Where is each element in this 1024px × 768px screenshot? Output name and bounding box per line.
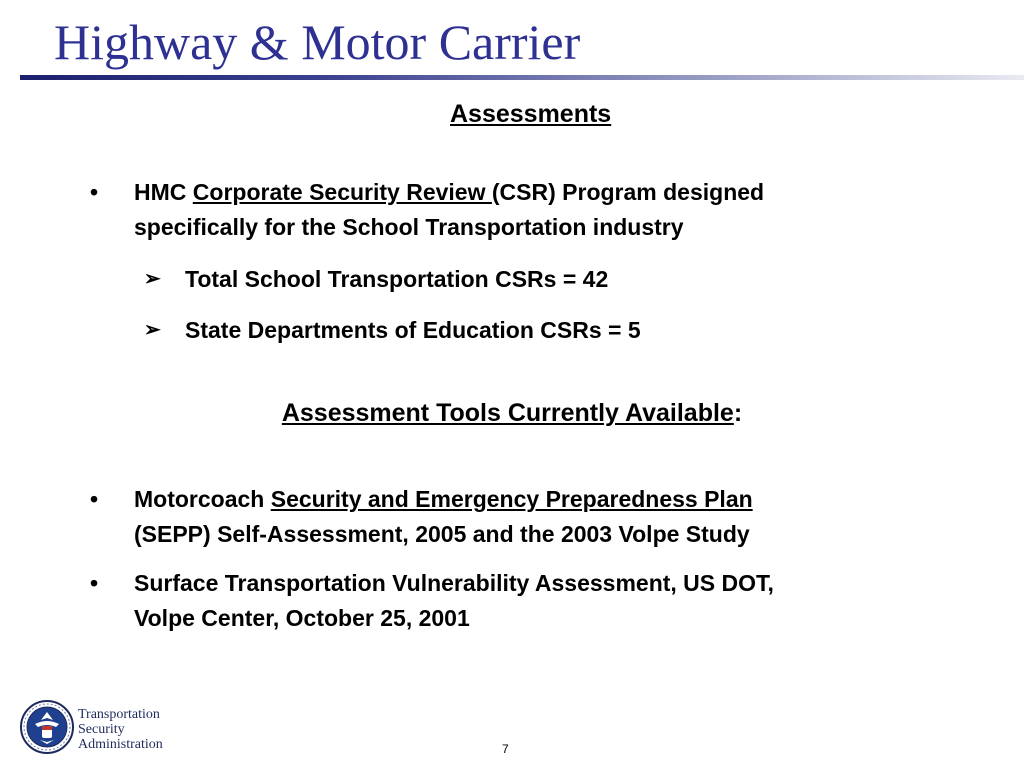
bullet-csr-line2: specifically for the School Transportation industry xyxy=(134,214,684,240)
bullet-csr-line1-rest: (CSR) Program designed xyxy=(491,179,765,205)
slide-title: Highway & Motor Carrier xyxy=(54,14,581,70)
sub-item-total-csrs-text: Total School Transportation CSRs = 42 xyxy=(185,266,609,292)
tsa-logo xyxy=(20,700,190,756)
bullet-sepp-link: Security and Emergency Preparedness Plan xyxy=(270,486,753,512)
arrow-bullet-icon: ➢ xyxy=(144,319,161,341)
bullet-sepp-line2: (SEPP) Self-Assessment, 2005 and the 2003 Volpe Study xyxy=(134,521,750,547)
bullet-dot: • xyxy=(90,570,99,596)
logo-text-line: Transportation xyxy=(78,707,160,722)
bullet-csr-prefix: HMC xyxy=(134,179,193,205)
sub-item-state-csrs-text: State Departments of Education CSRs = 5 xyxy=(185,317,641,343)
bullet-vulnerability-line2: Volpe Center, October 25, 2001 xyxy=(134,605,470,631)
arrow-bullet-icon: ➢ xyxy=(144,268,161,290)
logo-text-line: Security xyxy=(78,722,125,737)
page-number: 7 xyxy=(502,742,509,756)
section-heading-tools-colon: : xyxy=(733,399,743,427)
bullet-vulnerability-line1: Surface Transportation Vulnerability Assessment, US DOT, xyxy=(134,570,774,596)
bullet-csr-link: Corporate Security Review xyxy=(192,179,492,205)
bullet-sepp-prefix: Motorcoach xyxy=(134,486,271,512)
logo-text-line: Administration xyxy=(78,737,163,752)
dhs-seal-icon xyxy=(20,700,74,754)
section-heading-assessments xyxy=(450,99,611,129)
section-heading-tools xyxy=(0,398,1024,428)
title-underline-rule xyxy=(20,75,1024,80)
bullet-dot: • xyxy=(90,179,99,205)
section-heading-assessments-text: Assessments xyxy=(450,100,612,128)
bullet-dot: • xyxy=(90,486,99,512)
section-heading-tools-text: Assessment Tools Currently Available xyxy=(281,399,734,427)
